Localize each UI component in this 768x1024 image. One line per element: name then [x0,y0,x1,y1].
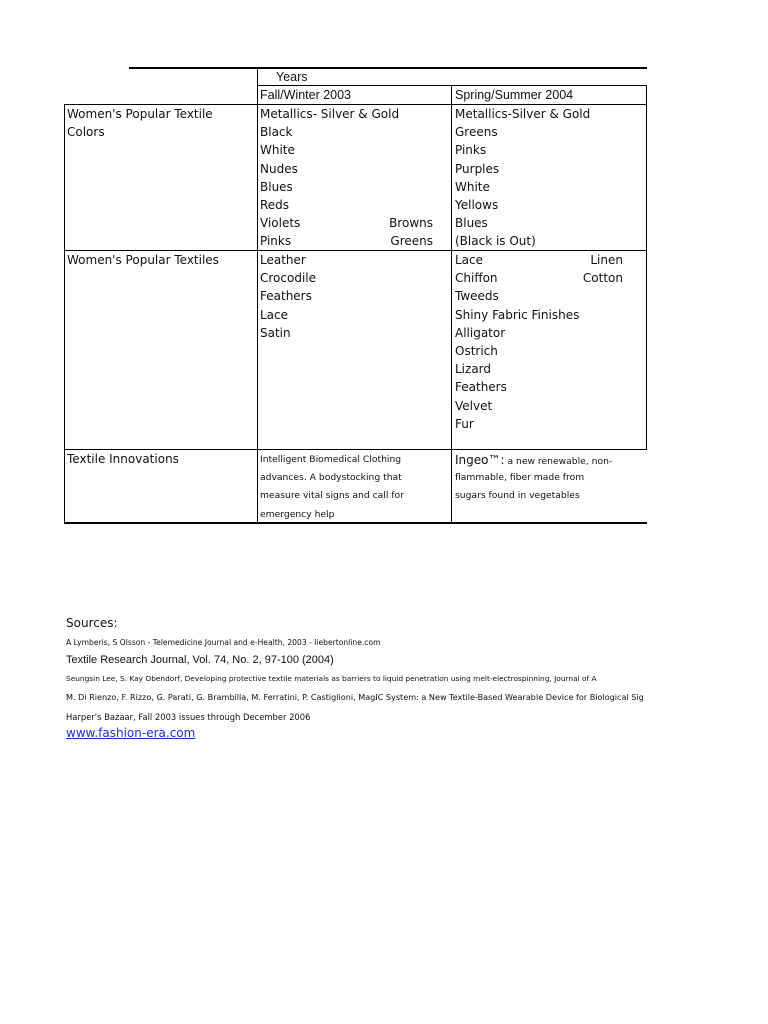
list-item: Violets Browns [260,214,433,232]
list-item: flammable, fiber made from [455,472,585,484]
list-item-right: Cotton [582,271,623,286]
list-item: White [455,179,490,194]
list-item: Metallics- Silver & Gold [260,107,400,121]
list-item: Satin [260,325,291,340]
list-item: Purples [455,161,500,176]
row-label-line: Women's Popular Textile [67,107,213,121]
list-item-right: Browns [389,216,433,231]
list-item: Lizard [455,362,492,377]
list-item: Pinks [455,143,487,158]
list-item: sugars found in vegetables [455,490,580,502]
textiles-fw2003 [260,251,440,342]
colors-ss2004 [455,105,635,251]
list-item: emergency help [260,508,335,520]
table-top-rule [129,67,647,69]
list-item: Crocodile [260,271,316,286]
list-item: Blues [260,179,293,194]
innovations-fw2003 [260,451,450,524]
vline-col2 [451,85,452,523]
list-item: Feathers [260,289,312,304]
col2-header: Spring/Summer 2004 [455,88,574,102]
list-item: Ostrich [455,343,498,358]
list-item: Pinks Greens [260,232,433,250]
list-item: advances. A bodystocking that [260,472,402,484]
list-item: Alligator [455,325,506,340]
list-item-right: Linen [590,253,623,267]
list-item: Tweeds [455,289,499,304]
list-item: Black [260,125,293,140]
list-item: Lace Linen [455,251,623,269]
source-item: Harper's Bazaar, Fall 2003 issues through December 2006 [66,712,311,722]
years-label: Years [276,70,308,84]
list-item: Metallics-Silver & Gold [455,107,591,121]
list-item: Leather [260,253,306,267]
list-item: Velvet [455,398,493,413]
fashion-era-link[interactable]: www.fashion-era.com [66,726,196,740]
list-item: measure vital signs and call for [260,490,404,502]
list-item: White [260,143,295,158]
source-item: A Lymberis, S Olsson - Telemedicine Journal and e-Health, 2003 - liebertonline.com [66,638,381,647]
list-item: Blues [455,216,488,231]
row-label-line: Colors [67,125,105,140]
list-item: Nudes [260,161,298,176]
row-label-textiles: Women's Popular Textiles [67,253,219,267]
innovations-ss2004 [455,451,645,506]
row-label-colors [67,105,255,141]
textiles-ss2004 [455,251,623,433]
col1-header: Fall/Winter 2003 [260,88,352,102]
source-item: Seungsin Lee, S. Kay Obendorf, Developing protective textile materials as barriers to liquid penetration using melt-electrospinning, Journal of A [66,674,597,683]
list-item: Reds [260,197,290,212]
colors-fw2003 [260,105,433,251]
vline-col1 [257,67,258,523]
list-item-right: Greens [390,234,433,249]
list-item: (Black is Out) [455,234,536,249]
source-item: Textile Research Journal, Vol. 74, No. 2, 97-100 (2004) [66,654,334,666]
list-item: Ingeo™: a new renewable, non- [455,453,613,467]
vline-right [646,85,647,450]
source-item: M. Di Rienzo, F. Rizzo, G. Parati, G. Brambilla, M. Ferratini, P. Castiglioni, MagIC System: a New Textile-Based Wearable Device for Biological Sig [66,692,644,702]
vline-left [64,104,65,523]
row-label-innovations: Textile Innovations [67,452,179,466]
list-item: Feathers [455,380,507,395]
list-item: Intelligent Biomedical Clothing [260,454,402,465]
list-item: Chiffon Cotton [455,269,623,287]
list-item: Fur [455,416,474,431]
list-item: Shiny Fabric Finishes [455,307,580,322]
list-item: Greens [455,125,498,140]
list-item: Yellows [455,197,499,212]
sources-heading: Sources: [66,616,118,630]
ingeo-label: Ingeo™: [455,453,505,467]
list-item: Lace [260,307,289,322]
